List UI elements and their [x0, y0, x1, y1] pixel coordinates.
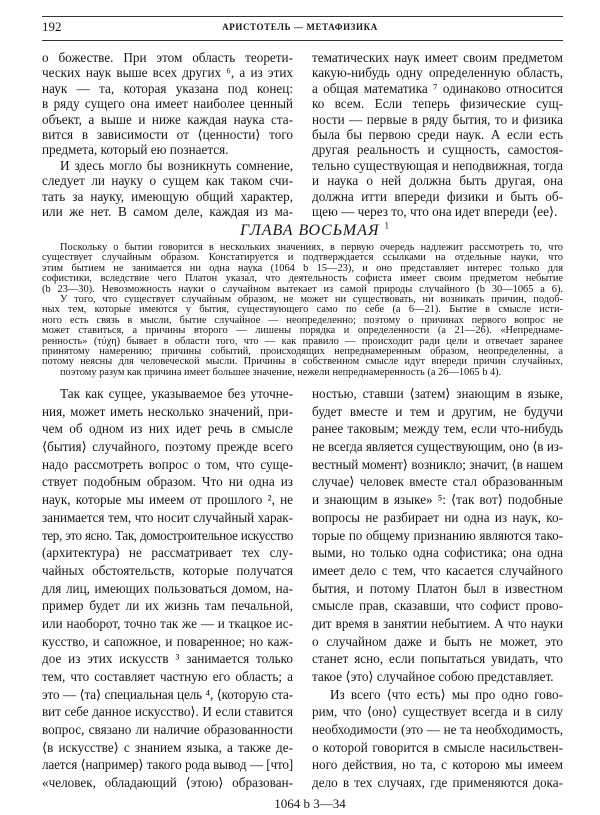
- text-line: [42, 473, 293, 491]
- line-text: вопросы не разбирает ни одна из наук, ко-: [312, 509, 563, 525]
- text-line: [42, 562, 293, 580]
- top-right-column: [312, 50, 563, 219]
- text-line: [312, 403, 563, 421]
- line-text: Из всего ⟨что есть⟩ мы про одно гово-: [330, 686, 563, 702]
- line-text: ностью, ставши ⟨затем⟩ знающим в языке,: [312, 386, 563, 401]
- line-text: станет ясно, если попытаться увидать, что: [312, 651, 563, 667]
- text-line: [42, 491, 293, 509]
- line-text: поэтому разум как причина имеет большее значение, нежели непреднамеренность (a 26—1065 b 4).: [60, 366, 502, 378]
- text-line: [312, 562, 563, 580]
- text-line: [312, 491, 563, 509]
- text-line: [312, 509, 563, 527]
- line-text: ренность» (τύχη) бывает в области того, что — как правило — происходит ради цели и отвечает заранее: [42, 335, 563, 347]
- line-text: ко всем. Если теперь физические сущ-: [312, 96, 563, 112]
- page-number: 192: [42, 19, 62, 34]
- text-line: [42, 189, 293, 204]
- text-line: [42, 597, 293, 615]
- text-line: [312, 739, 563, 757]
- line-text: о которой говорится в смысле насильствен-: [312, 739, 563, 755]
- line-text: объект, а выше и ниже каждая наука ста-: [42, 111, 293, 127]
- line-text: ческих наук выше всех других ⁶, а из этих: [42, 65, 293, 81]
- line-text: вит себе данное искусство⟩. И если ставится: [42, 704, 293, 720]
- line-text: предмета, который ею познается.: [42, 142, 229, 158]
- main-right-column: [312, 385, 563, 792]
- main-left-column: [42, 385, 293, 792]
- text-line: [312, 65, 563, 80]
- line-text: в ряду сущего она имеет наиболее ценный: [42, 96, 293, 112]
- text-line: [312, 650, 563, 668]
- line-text: надо рассмотреть вопрос о том, что суще-: [42, 456, 293, 472]
- line-text: рим, что ⟨оно⟩ существует всегда и в силу: [312, 704, 563, 720]
- line-text: Так как сущее, указываемое без уточне-: [60, 386, 293, 401]
- bekker-reference: 1064 b 3—34: [274, 796, 346, 811]
- line-text: может ставиться, а причины второго — лишены порядка и определенности (a 21—26). «Непреднаме-: [42, 325, 563, 337]
- text-line: [312, 189, 563, 204]
- line-text: выми, но только одна софистика; она одна: [312, 545, 563, 561]
- text-line: [42, 774, 293, 792]
- text-line: [312, 756, 563, 774]
- line-text: ного есть связь в мысли, бытие случайное — неопределенно; поэтому о причинах первого вопрос не: [42, 314, 563, 326]
- text-line: [42, 173, 293, 188]
- text-line: [42, 420, 293, 438]
- top-left-column: [42, 50, 293, 219]
- text-line: [42, 650, 293, 668]
- line-text: о случайном даже и быть не может, это: [312, 633, 563, 649]
- line-text: имеет дело с тем, что касается случайного: [312, 562, 563, 578]
- line-text: или наоборот, точно так же — и ткацкое ис-: [42, 615, 293, 631]
- text-line: [42, 368, 563, 378]
- text-line: [312, 438, 563, 456]
- line-text: этим бытием не занимается ни одна наука (1064 b 15—23), и оно представляет интерес только для: [42, 262, 563, 274]
- text-line: [42, 686, 293, 704]
- text-line: [312, 158, 563, 173]
- line-text: должна итти впереди физики и быть об-: [312, 188, 563, 204]
- line-text: и наука о ней должна быть другая, она: [312, 173, 563, 189]
- line-text: существует случайным образом. Констатируется и подтверждается ссылками на отдельные науки, что: [42, 252, 563, 264]
- text-line: [42, 65, 293, 80]
- text-line: [312, 473, 563, 491]
- running-head: АРИСТОТЕЛЬ — МЕТАФИЗИКА: [222, 22, 378, 32]
- line-text: это — ⟨та⟩ специальная цель ⁴, ⟨которую ста-: [42, 686, 293, 702]
- text-line: [312, 544, 563, 562]
- line-text: вится в зависимости от ⟨ценности⟩ того: [42, 126, 293, 142]
- line-text: чем об одном из них идет речь в смысле: [42, 421, 293, 437]
- line-text: щею — через то, что она идет впереди ⟨ее⟩.: [312, 203, 558, 219]
- line-text: (архитектура) не рассматривает тех слу-: [42, 545, 293, 561]
- text-line: [312, 50, 563, 65]
- text-line: [312, 385, 563, 403]
- line-text: тем, что составляет частную его область; а: [42, 669, 293, 684]
- line-text: наук, которые мы имеем от прошлого ², не: [42, 492, 293, 508]
- line-text: (b 23—30). Невозможность науки о случайном вытекает из самой природы случайного (b 30—1065 a 6).: [42, 283, 563, 295]
- text-line: [312, 420, 563, 438]
- line-text: У того, что существует случайным образом, не может ни существовать, ни возникать причин, подоб-: [60, 293, 563, 305]
- line-text: принятому намерению; причины событий, происходящих непреднамеренным образом, неопределенны, а: [42, 345, 563, 357]
- text-line: [42, 527, 293, 545]
- text-line: [42, 739, 293, 757]
- line-text: тельно существующая и неподвижная, тогда: [312, 157, 563, 173]
- text-line: [312, 127, 563, 142]
- line-text: торые по общему признанию являются тако-: [312, 527, 563, 543]
- line-text: ствует подобным образом. Что ни одна из: [42, 474, 293, 490]
- text-line: [42, 403, 293, 421]
- line-text: тематических наук имеет своим предметом: [312, 50, 563, 65]
- line-text: ния, может иметь несколько значений, при-: [42, 403, 293, 419]
- text-line: [312, 633, 563, 651]
- text-line: [42, 456, 293, 474]
- text-line: [42, 703, 293, 721]
- text-line: [42, 204, 293, 219]
- text-line: [312, 173, 563, 188]
- text-line: [312, 96, 563, 111]
- line-text: вестный момент⟩ возникло; значит, ⟨в нашем: [312, 456, 563, 472]
- text-line: [42, 81, 293, 96]
- line-text: И здесь могло бы возникнуть сомнение,: [60, 157, 293, 173]
- line-text: следует ли науку о сущем как таком счи-: [42, 173, 293, 189]
- text-line: [312, 597, 563, 615]
- line-text: занимается тем, что носит случайный харак-: [42, 509, 293, 525]
- text-line: [312, 686, 563, 704]
- text-line: [312, 527, 563, 545]
- line-text: для лиц, имеющих пользоваться домом, на-: [42, 580, 293, 596]
- text-line: [312, 703, 563, 721]
- text-line: [42, 509, 293, 527]
- chapter-title: [240, 222, 390, 239]
- text-line: [42, 721, 293, 739]
- line-text: вопрос, связано ли наличие образованности: [42, 722, 293, 738]
- text-line: [312, 721, 563, 739]
- text-line: [42, 50, 293, 65]
- line-text: потому неясны для человеческой мысли. Причины в собственном смысле идут впереди причин случайных,: [42, 356, 563, 368]
- text-line: [42, 142, 293, 157]
- line-text: и знающим в языке» ⁵: ⟨так вот⟩ подобные: [312, 492, 563, 508]
- line-text: Поскольку о бытии говорится в нескольких значениях, в первую очередь надлежит рассмотреть то, что: [60, 242, 563, 253]
- line-text: о божестве. При этом область теорети-: [42, 50, 293, 65]
- line-text: софистики, вследствие чего Платон указал, что деятельность софиста имеет своим предметом небытие: [42, 273, 563, 285]
- line-text: была бы первою среди наук. А если есть: [312, 126, 563, 142]
- line-text: дое из этих искусств ³ занимается только: [42, 651, 293, 667]
- text-line: [42, 112, 293, 127]
- line-text: а общая математика ⁷ одинаково относится: [312, 80, 563, 96]
- line-text: тер, это ясно. Так, домостроительное искусство: [42, 527, 293, 543]
- text-line: [42, 668, 293, 686]
- line-text: лается ⟨например⟩ такого рода вывод — [что]: [42, 757, 293, 773]
- line-text: чайных обстоятельств, которые получатся: [42, 562, 293, 578]
- line-text: ⟨в искусстве⟩ с знанием языка, а также де-: [42, 739, 293, 755]
- line-text: какую-нибудь одну определенную область,: [312, 65, 563, 81]
- line-text: ного действия, но та, с которою мы имеем: [312, 757, 563, 773]
- text-line: [42, 633, 293, 651]
- text-line: [312, 615, 563, 633]
- line-text: ности — первые в ряду бытия, то и физика: [312, 111, 563, 127]
- text-line: [42, 96, 293, 111]
- line-text: тать за науку, имеющую общий характер,: [42, 188, 293, 204]
- line-text: «человек, обладающий ⟨этою⟩ образован-: [42, 775, 293, 791]
- text-line: [42, 615, 293, 633]
- header-bottom-rule: [42, 40, 563, 41]
- line-text: наук — та, которая указана под конец:: [42, 80, 293, 96]
- text-line: [312, 456, 563, 474]
- text-line: [312, 580, 563, 598]
- line-text: ных тем, которые имеются у бытия, существующего само по себе (a 6—21). Бытие в смысле исти-: [42, 304, 563, 316]
- text-line: [312, 668, 563, 686]
- text-line: [42, 127, 293, 142]
- line-text: или же нет. В самом деле, каждая из ма-: [42, 203, 293, 219]
- text-line: [42, 544, 293, 562]
- line-text: смысле прав, сказавши, что софист прово-: [312, 598, 563, 614]
- line-text: случае⟩ человек вместе стал образованным: [312, 474, 563, 490]
- text-line: [312, 81, 563, 96]
- line-text: дит время в занятии небытием. А что науки: [312, 615, 563, 631]
- line-text: кусство, и сапожное, и поваренное; но каж-: [42, 633, 293, 649]
- line-text: ⟨бытия⟩ случайного, поэтому прежде всего: [42, 439, 293, 455]
- chapter-title-text: ГЛАВА ВОСЬМАЯ: [240, 222, 380, 239]
- chapter-summary: [42, 243, 563, 378]
- text-line: [42, 580, 293, 598]
- line-text: бытия, и потому Платон был в известном: [312, 580, 563, 596]
- line-text: дело в тех случаях, где применяются дока-: [312, 775, 563, 791]
- text-line: [312, 774, 563, 792]
- line-text: такое ⟨это⟩ случайное собою представляет.: [312, 669, 554, 684]
- text-line: [312, 142, 563, 157]
- text-line: [312, 204, 563, 219]
- chapter-footnote-mark: 1: [384, 220, 390, 231]
- header-top-rule: [42, 16, 563, 17]
- text-line: [312, 112, 563, 127]
- text-line: [42, 756, 293, 774]
- line-text: ранее таковым; между тем, если что-нибудь: [312, 421, 563, 437]
- text-line: [42, 158, 293, 173]
- text-line: [42, 385, 293, 403]
- line-text: другая реальность и сущность, самостоя-: [312, 142, 563, 158]
- line-text: не всегда является существующим, оно ⟨в из-: [312, 439, 563, 455]
- text-line: [42, 438, 293, 456]
- line-text: необходимости (это — не та необходимость,: [312, 722, 563, 738]
- line-text: пример будет ли их жизнь там печальной,: [42, 598, 293, 614]
- line-text: будет вместе и тем и другим, не будучи: [312, 403, 563, 419]
